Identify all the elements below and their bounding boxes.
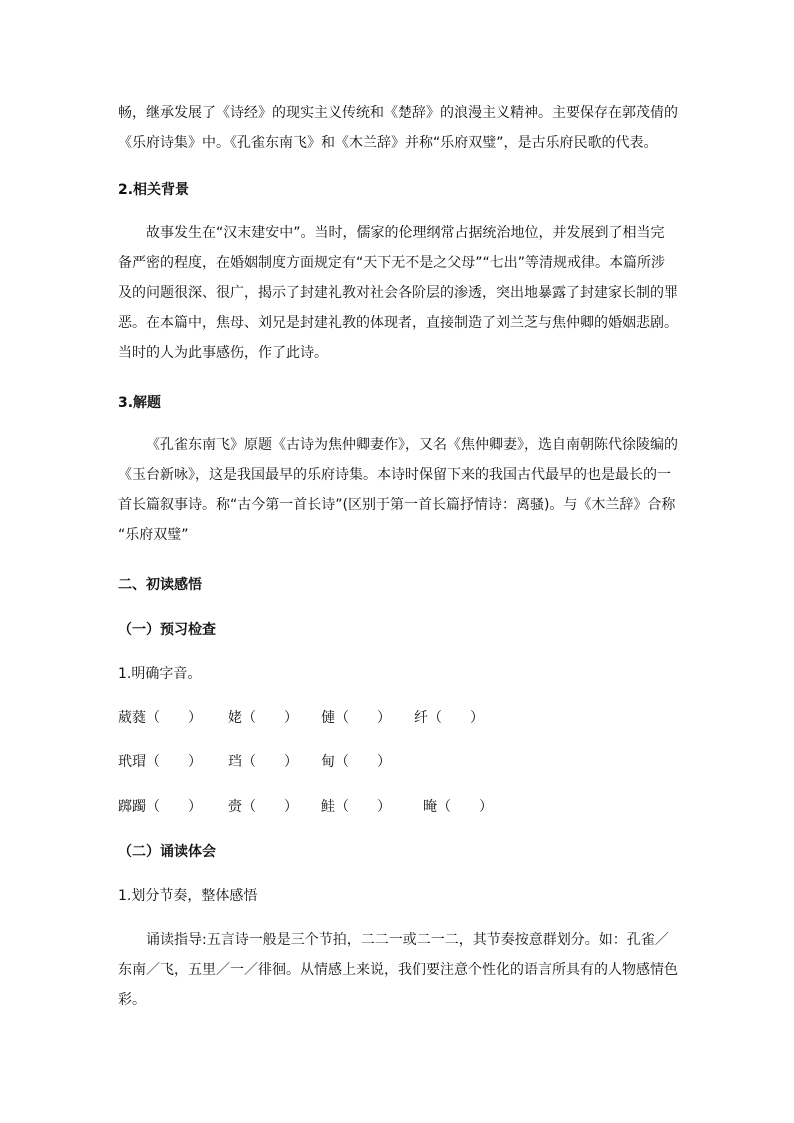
background-heading: 2.相关背景 bbox=[118, 182, 190, 198]
pronunciation-cell: 甸（ ） bbox=[321, 754, 391, 770]
sub2-heading: （二）诵读体会 bbox=[118, 844, 216, 860]
pronunciation-cell: 僆（ ） bbox=[321, 710, 391, 726]
section2-heading: 二、初读感悟 bbox=[118, 577, 202, 593]
title-explain-heading: 3.解题 bbox=[118, 395, 162, 411]
pronunciation-cell: 纤（ ） bbox=[414, 710, 484, 726]
rhythm-item: 1.划分节奏，整体感悟 bbox=[118, 888, 258, 904]
pronunciation-cell: 葳蕤（ ） bbox=[118, 710, 202, 726]
pronunciation-cell: 姥（ ） bbox=[228, 710, 298, 726]
pronunciation-cell: 晻（ ） bbox=[423, 799, 493, 815]
rhythm-paragraph: 诵读指导:五言诗一般是三个节拍，二二一或二一二，其节奏按意群划分。如：孔雀／东南／飞，五里／一／徘徊。从情感上来说，我们要注意个性化的语言所具有的人物感情色彩。 bbox=[118, 932, 678, 1008]
title-explain-paragraph: 《孔雀东南飞》原题《古诗为焦仲卿妻作》，又名《焦仲卿妻》，选自南朝陈代徐陵编的《玉台新咏》，这是我国最早的乐府诗集。本诗时保留下来的我国古代最早的也是最长的一首长篇叙事诗。称“古今第一首长诗”(区别于第一首长篇抒情诗：离骚)。与《木兰辞》合称 “乐府双璧” bbox=[118, 437, 678, 543]
pronunciation-item: 1.明确字音。 bbox=[118, 666, 202, 682]
background-paragraph: 故事发生在“汉末建安中”。当时，儒家的伦理纲常占据统治地位，并发展到了相当完备严密的程度，在婚姻制度方面规定有“天下无不是之父母”“七出”等清规戒律。本篇所涉及的问题很深、很广，揭示了封建礼教对社会各阶层的渗透，突出地暴露了封建家长制的罪恶。在本篇中，焦母、刘兄是封建礼教的体现者，直接制造了刘兰芝与焦仲卿的婚姻悲剧。当时的人为此事感伤，作了此诗。 bbox=[118, 225, 678, 361]
pronunciation-cell: 玳瑁（ ） bbox=[118, 754, 202, 770]
pronunciation-cell: 珰（ ） bbox=[228, 754, 298, 770]
sub1-heading: （一）预习检查 bbox=[118, 622, 216, 638]
intro-paragraph: 畅，继承发展了《诗经》的现实主义传统和《楚辞》的浪漫主义精神。主要保存在郭茂倩的《乐府诗集》中。《孔雀东南飞》和《木兰辞》并称“乐府双璧”，是古乐府民歌的代表。 bbox=[118, 105, 678, 151]
pronunciation-cell: 赍（ ） bbox=[228, 799, 298, 815]
pronunciation-cell: 鲑（ ） bbox=[321, 799, 391, 815]
pronunciation-cell: 踯躅（ ） bbox=[118, 799, 202, 815]
